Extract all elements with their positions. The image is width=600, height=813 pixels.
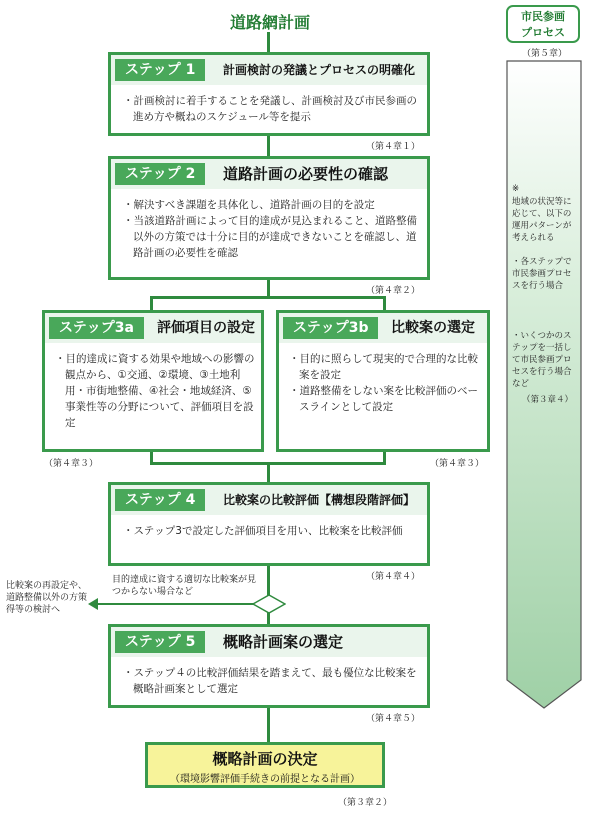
step-4-ref: （第４章４） <box>366 572 421 582</box>
final-title: 概略計画の決定 <box>212 750 318 768</box>
step-5-heading: 概略計画案の選定 <box>223 633 344 651</box>
step-3a-tag: ステップ3a <box>49 317 144 339</box>
step-3a-body <box>55 351 255 431</box>
left-arrow-icon <box>88 598 98 610</box>
step-1-tag: ステップ 1 <box>115 59 205 81</box>
connector-split-h <box>150 296 385 299</box>
connector-s1-s2 <box>267 136 270 156</box>
connector-decision-left <box>95 603 255 605</box>
step-1-item: ・計画検討に着手することを発議し、計画検討及び市民参画の進め方や概ねのスケジュール等を提示 <box>123 95 417 123</box>
step-1-ref: （第４章１） <box>366 142 421 152</box>
step-5-item: ・ステップ４の比較評価結果を踏まえて、最も優位な比較案を概略計画案として選定 <box>123 667 417 695</box>
connector-s5-final <box>267 708 270 742</box>
step-5-body <box>123 665 421 697</box>
step-3b-body <box>289 351 481 415</box>
step-2-item: ・当該道路計画によって目的達成が見込まれること、道路整備以外の方策では十分に目的が達成できないことを確認し、道路計画の必要性を確認 <box>123 215 417 259</box>
step-2-heading: 道路計画の必要性の確認 <box>223 165 389 183</box>
side-bullet-2: ・いくつかのステップを一括して市民参画プロセスを行う場合など <box>512 331 572 389</box>
citizen-participation-label-line1: 市民参画 <box>521 10 565 23</box>
side-bullet-ref: （第３章４） <box>522 395 574 405</box>
step-4-box <box>108 482 430 566</box>
connector-join-s4 <box>267 462 270 482</box>
side-note-mark: ※ <box>512 184 520 194</box>
step-5-tag: ステップ 5 <box>115 631 205 653</box>
step-3a-item: ・目的達成に資する効果や地域への影響の観点から、①交通、②環境、③土地利用・市街地整備、④社会・地域経済、⑤事業性等の分野について、評価項目を設定 <box>55 353 255 429</box>
step-1-body <box>123 93 421 125</box>
step-3a-ref: （第４章３） <box>44 459 99 469</box>
step-3b-tag: ステップ3b <box>283 317 378 339</box>
decision-outcome: 比較案の再設定や、道路整備以外の方策得等の検討へ <box>6 581 88 615</box>
step-4-body <box>123 523 421 539</box>
step-2-box <box>108 156 430 280</box>
step-3a-heading: 評価項目の設定 <box>157 320 255 336</box>
connector-title-s1 <box>267 32 270 52</box>
citizen-participation-ref: （第５章） <box>522 49 568 59</box>
step-3b-item: ・道路整備をしない案を比較評価のベースラインとして設定 <box>289 385 478 413</box>
decision-condition: 目的達成に資する適切な比較案が見つからない場合など <box>112 575 257 597</box>
step-3a-box <box>42 310 264 452</box>
step-5-box <box>108 624 430 708</box>
step-2-body <box>123 197 421 261</box>
step-2-tag: ステップ 2 <box>115 163 205 185</box>
page-title: 道路網計画 <box>229 13 310 32</box>
step-5-ref: （第４章５） <box>366 714 421 724</box>
citizen-participation-label <box>506 5 580 43</box>
step-3b-box <box>276 310 490 452</box>
step-2-ref: （第４章２） <box>366 286 421 296</box>
side-bullet-1: ・各ステップで市民参画プロセスを行う場合 <box>512 257 572 291</box>
connector-split-left <box>150 296 153 310</box>
final-ref: （第３章２） <box>338 798 393 808</box>
final-decision-box <box>145 742 385 788</box>
citizen-participation-label-line2: プロセス <box>521 26 565 39</box>
step-3b-item: ・目的に照らして現実的で合理的な比較案を設定 <box>289 353 478 381</box>
step-1-heading: 計画検討の発議とプロセスの明確化 <box>223 63 416 77</box>
step-1-box <box>108 52 430 136</box>
connector-split-right <box>383 296 386 310</box>
step-3b-heading: 比較案の選定 <box>391 320 475 336</box>
step-3b-ref: （第４章３） <box>430 459 485 469</box>
step-4-heading: 比較案の比較評価【構想段階評価】 <box>223 493 416 507</box>
step-2-item: ・解決すべき課題を具体化し、道路計画の目的を設定 <box>123 199 375 211</box>
final-subtitle: （環境影響評価手続きの前提となる計画） <box>170 774 360 785</box>
connector-s4-decision <box>267 566 270 596</box>
step-4-tag: ステップ 4 <box>115 489 205 511</box>
side-note: 地域の状況等に応じて、以下の運用パターンが考えられる <box>512 197 572 243</box>
step-4-item: ・ステップ3で設定した評価項目を用い、比較案を比較評価 <box>123 525 403 537</box>
